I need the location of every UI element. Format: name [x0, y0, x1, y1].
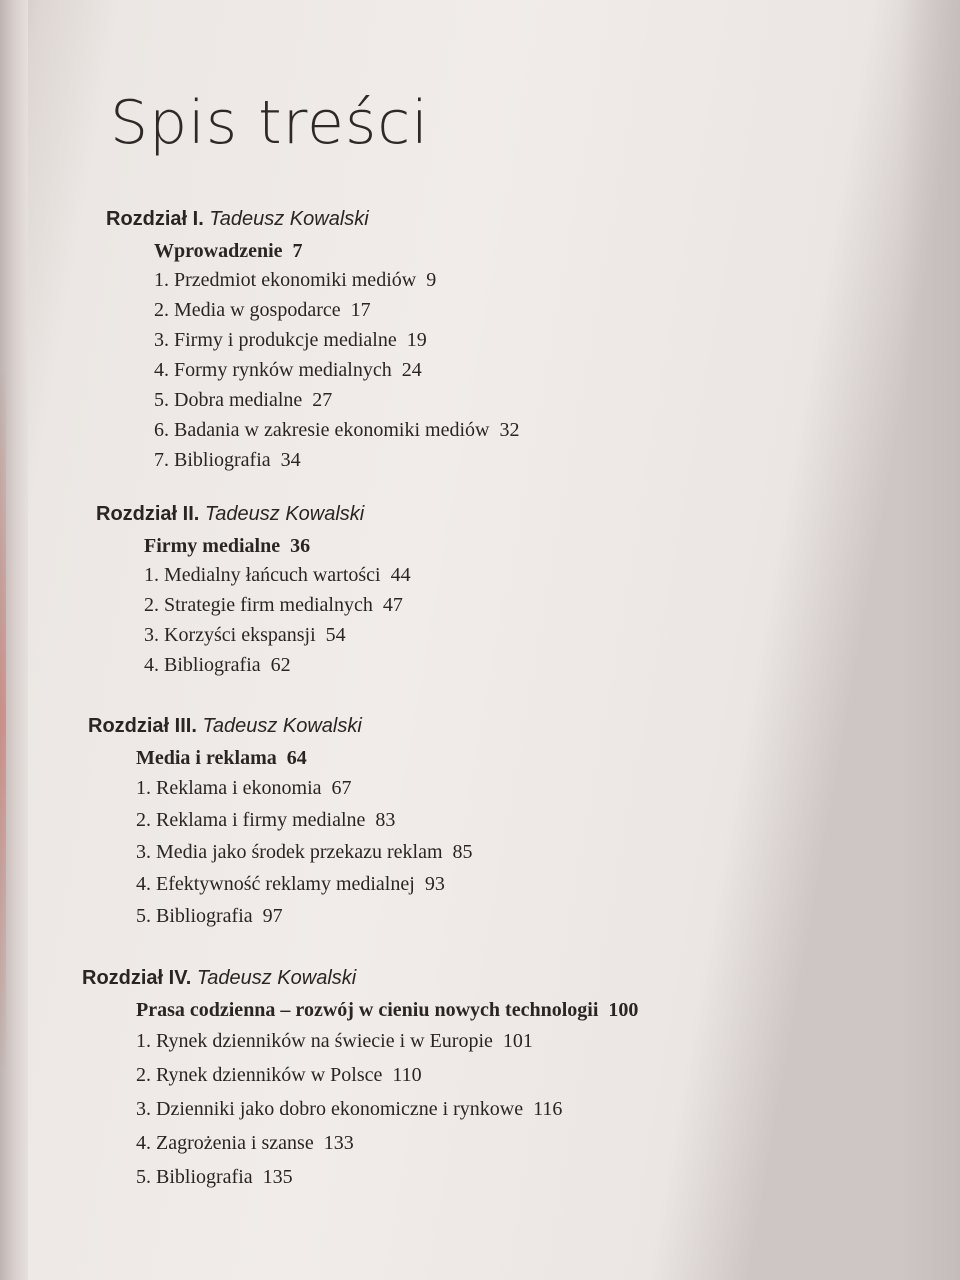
toc-entry-page: 32 — [499, 419, 520, 441]
toc-entry — [154, 265, 519, 295]
toc-entry-text: 5. Bibliografia — [136, 905, 253, 927]
toc-entry-page: 62 — [270, 654, 291, 676]
toc-entry-text: 4. Formy rynków medialnych — [154, 359, 392, 381]
toc-entry-text: 1. Przedmiot ekonomiki mediów — [154, 269, 417, 291]
toc-entry-page: 9 — [426, 269, 437, 291]
toc-entry-text: 3. Media jako środek przekazu reklam — [136, 841, 443, 863]
toc-entry-text: 4. Zagrożenia i szanse — [136, 1132, 314, 1154]
toc-entry-page: 97 — [262, 905, 283, 927]
toc-entry — [136, 900, 473, 932]
toc-entry-page: 83 — [375, 809, 396, 831]
toc-entry — [154, 295, 519, 325]
toc-entry — [154, 355, 519, 385]
toc-entry — [144, 650, 411, 680]
chapter-label: Rozdział III. — [88, 715, 197, 737]
chapter-heading-text: Prasa codzienna – rozwój w cieniu nowych technologii — [136, 999, 599, 1021]
toc-entry-text: 4. Bibliografia — [144, 654, 261, 676]
toc-entry-page: 34 — [280, 449, 301, 471]
toc-entry — [136, 1092, 638, 1126]
toc-entry-page: 85 — [452, 841, 473, 863]
toc-entry-text: 2. Rynek dzienników w Polsce — [136, 1064, 383, 1086]
toc-entry-text: 7. Bibliografia — [154, 449, 271, 471]
toc-entry-page: 27 — [312, 389, 333, 411]
toc-entry-page: 101 — [502, 1030, 533, 1052]
chapter-1 — [106, 205, 519, 475]
toc-entry-text: 6. Badania w zakresie ekonomiki mediów — [154, 419, 490, 441]
toc-entry-text: 3. Korzyści ekspansji — [144, 624, 316, 646]
toc-entry-page: 135 — [262, 1166, 293, 1188]
toc-entry-page: 133 — [323, 1132, 354, 1154]
chapter-author: Tadeusz Kowalski — [202, 715, 362, 737]
chapter-heading — [144, 532, 411, 560]
chapter-label: Rozdział I. — [106, 208, 204, 230]
chapter-author: Tadeusz Kowalski — [209, 208, 369, 230]
chapter-author: Tadeusz Kowalski — [204, 503, 365, 525]
chapter-heading-page: 7 — [292, 240, 303, 262]
cover-edge-strip — [0, 360, 6, 1080]
chapter-heading — [136, 996, 638, 1024]
toc-entry-text: 5. Dobra medialne — [154, 389, 303, 411]
toc-entry-text: 1. Rynek dzienników na świecie i w Europie — [136, 1030, 493, 1052]
toc-entry — [136, 804, 473, 836]
toc-entry-page: 44 — [390, 564, 411, 586]
chapter-2 — [96, 500, 411, 680]
toc-entry-text: 1. Reklama i ekonomia — [136, 777, 322, 799]
toc-entry — [154, 415, 519, 445]
chapter-header — [82, 964, 638, 992]
toc-entry — [136, 1024, 638, 1058]
chapter-heading-page: 64 — [286, 747, 307, 769]
chapter-author: Tadeusz Kowalski — [196, 967, 357, 989]
page-title: Spis treści — [110, 88, 429, 158]
toc-entry-page: 17 — [350, 299, 371, 321]
page-right-shadow — [900, 0, 960, 1280]
toc-entry — [136, 1058, 638, 1092]
toc-entry-text: 2. Media w gospodarce — [154, 299, 341, 321]
toc-entry-text: 2. Reklama i firmy medialne — [136, 809, 366, 831]
toc-entry — [154, 385, 519, 415]
toc-entry — [144, 590, 411, 620]
chapter-heading-text: Firmy medialne — [144, 535, 281, 557]
chapter-header — [88, 712, 473, 740]
chapter-heading-text: Wprowadzenie — [154, 240, 283, 262]
toc-entry — [136, 868, 473, 900]
toc-entry-page: 116 — [533, 1098, 563, 1120]
toc-entry — [154, 445, 519, 475]
toc-entry — [136, 772, 473, 804]
chapter-label: Rozdział IV. — [82, 967, 192, 989]
toc-entry-page: 110 — [392, 1064, 422, 1086]
toc-entry — [136, 1160, 638, 1194]
chapter-heading-page: 36 — [290, 535, 311, 557]
toc-entry-text: 4. Efektywność reklamy medialnej — [136, 873, 415, 895]
toc-entry-text: 3. Firmy i produkcje medialne — [154, 329, 397, 351]
toc-entry-page: 54 — [325, 624, 346, 646]
toc-entry-page: 19 — [406, 329, 427, 351]
toc-entry-text: 3. Dzienniki jako dobro ekonomiczne i rynkowe — [136, 1098, 524, 1120]
chapter-label: Rozdział II. — [96, 503, 200, 525]
chapter-3 — [88, 712, 473, 932]
toc-entry-page: 47 — [382, 594, 403, 616]
chapter-heading-text: Media i reklama — [136, 747, 277, 769]
toc-entry-text: 5. Bibliografia — [136, 1166, 253, 1188]
chapter-header — [106, 205, 519, 233]
chapter-heading — [154, 237, 519, 265]
chapter-header — [96, 500, 411, 528]
chapter-heading-page: 100 — [608, 999, 639, 1021]
toc-entry — [136, 1126, 638, 1160]
toc-entry-text: 2. Strategie firm medialnych — [144, 594, 373, 616]
toc-entry — [144, 560, 411, 590]
toc-entry — [136, 836, 473, 868]
toc-entry-text: 1. Medialny łańcuch wartości — [144, 564, 381, 586]
toc-entry-page: 24 — [401, 359, 422, 381]
chapter-4 — [82, 964, 638, 1194]
chapter-heading — [136, 744, 473, 772]
toc-entry — [154, 325, 519, 355]
toc-entry-page: 67 — [331, 777, 352, 799]
toc-entry-page: 93 — [424, 873, 445, 895]
toc-entry — [144, 620, 411, 650]
